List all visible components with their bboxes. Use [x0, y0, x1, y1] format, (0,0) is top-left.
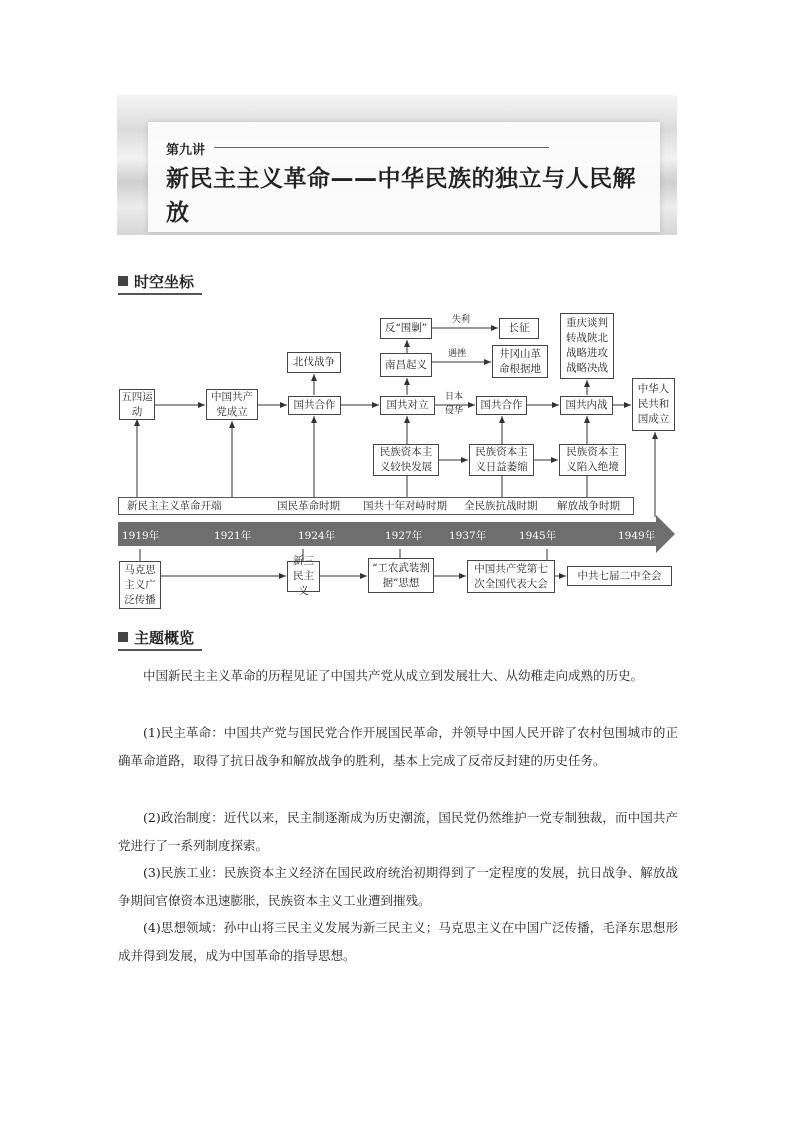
box-new-three-principles: 新三民主义: [287, 561, 320, 592]
box-armed-separatism: “工农武装割据”思想: [368, 558, 434, 593]
box-cpc-founded: 中国共产党成立: [206, 389, 258, 420]
box-may-fourth: 五四运动: [119, 389, 155, 420]
overview-item: (3)民族工业：民族资本主义经济在国民政府统治初期得到了一定程度的发展，抗日战争、解放战争期间官僚资本迅速膨胀，民族资本主义工业遭到摧残。: [118, 865, 678, 908]
box-civil-war: 国共内战: [560, 396, 613, 415]
box-capitalism-despair: 民族资本主义陷入绝境: [559, 444, 626, 476]
box-capitalism-growth: 民族资本主义较快发展: [373, 444, 439, 476]
box-kmt-cpc-coop-1: 国共合作: [288, 396, 341, 415]
box-capitalism-shrink: 民族资本主义日益萎缩: [469, 444, 534, 476]
year-label: 1921年: [214, 530, 252, 542]
period-label: 国民革命时期: [277, 500, 340, 512]
box-long-march: 长征: [499, 318, 539, 339]
year-label: 1927年: [385, 530, 423, 542]
box-second-plenary: 中共七届二中全会: [567, 566, 672, 586]
box-anti-encirclement: 反“围剿”: [380, 318, 432, 339]
year-label: 1919年: [122, 530, 160, 542]
label-defeat: 失利: [452, 315, 471, 325]
overview-item: (2)政治制度：近代以来，民主制逐渐成为历史潮流，国民党仍然维护一党专制独裁，而中国共产党进行了一系列制度探索。: [118, 810, 678, 853]
box-seventh-congress: 中国共产党第七次全国代表大会: [467, 560, 555, 593]
label-japan-invasion: 日本侵华: [445, 392, 464, 416]
box-prc-founded: 中华人民共和国成立: [632, 378, 675, 431]
section-heading-text: 时空坐标: [134, 273, 195, 291]
box-jinggangshan-base: 井冈山革命根据地: [492, 345, 548, 378]
square-bullet-icon: [118, 632, 128, 642]
page-title: 新民主主义革命——中华民族的独立与人民解放: [166, 166, 636, 226]
box-marxism-spread: 马克思主义广泛传播: [119, 561, 161, 609]
year-label: 1945年: [519, 530, 557, 542]
box-chongqing-negotiation: 重庆谈判转战陕北战略进攻战略决战: [560, 313, 614, 379]
period-label: 新民主主义革命开端: [127, 500, 222, 512]
section-heading-overview: [118, 629, 202, 651]
period-label: 解放战争时期: [557, 500, 620, 512]
section-heading-text: 主题概览: [134, 629, 195, 647]
box-northern-expedition: 北伐战争: [287, 352, 341, 373]
year-label: 1937年: [449, 530, 487, 542]
year-label: 1924年: [298, 530, 336, 542]
overview-item: (4)思想领域：孙中山将三民主义发展为新三民主义；马克思主义在中国广泛传播，毛泽东思想形成并得到发展，成为中国革命的指导思想。: [118, 920, 678, 963]
box-kmt-cpc-coop-2: 国共合作: [476, 396, 527, 415]
period-label: 国共十年对峙时期: [363, 500, 447, 512]
box-nanchang-uprising: 南昌起义: [380, 353, 432, 377]
overview-item: (1)民主革命：中国共产党与国民党合作开展国民革命，并领导中国人民开辟了农村包围城市的正确革命道路，取得了抗日战争和解放战争的胜利，基本上完成了反帝反封建的历史任务。: [118, 725, 678, 768]
lecture-number: 第九讲: [166, 143, 206, 158]
year-label: 1949年: [618, 530, 656, 542]
box-kmt-cpc-split: 国共对立: [380, 396, 435, 415]
overview-intro: 中国新民主主义革命的历程见证了中国共产党从成立到发展壮大、从幼稚走向成熟的历史。: [143, 668, 644, 683]
label-setback: 遇挫: [448, 349, 467, 359]
period-label: 全民族抗战时期: [464, 500, 538, 512]
